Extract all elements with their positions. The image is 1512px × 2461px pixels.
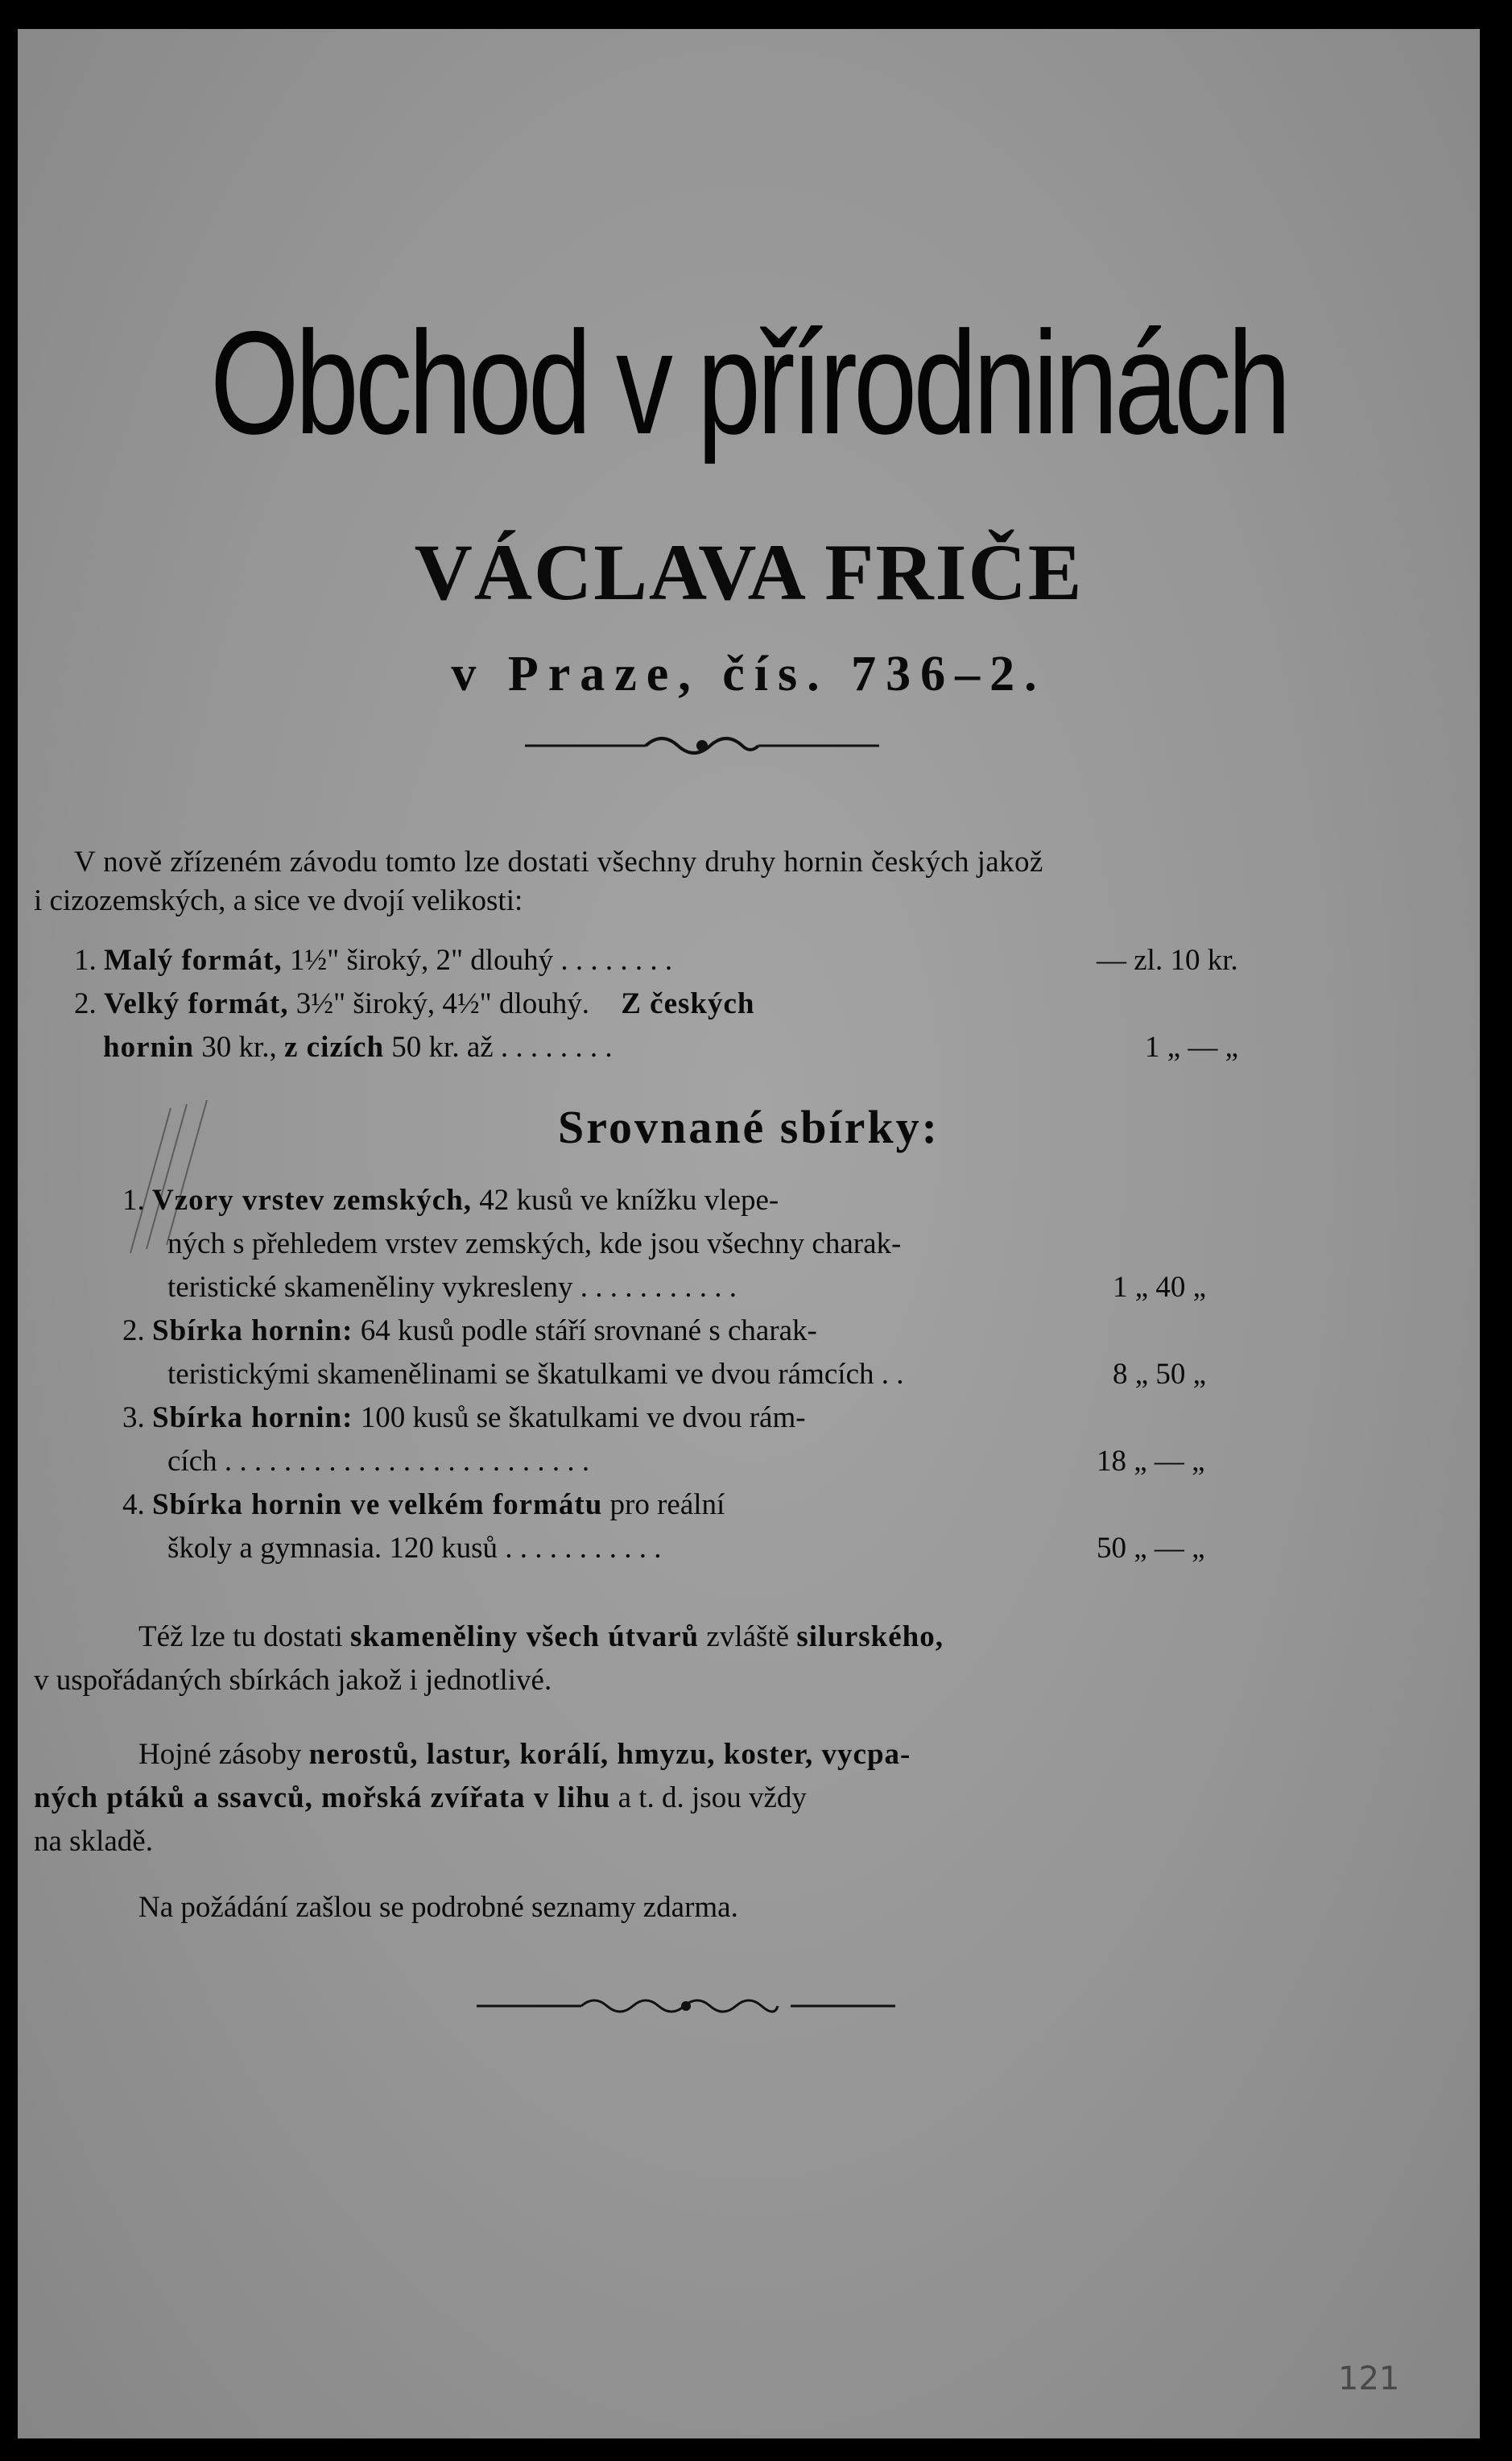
stock-tail: a t. d. jsou vždy [618, 1781, 807, 1814]
fossils-line-1 [138, 1622, 944, 1652]
fossils-bold-2: silurského, [796, 1620, 944, 1653]
fossils-mid: zvláště [706, 1620, 790, 1653]
collection-3-line-1: 100 kusů se škatulkami ve dvou rám- [360, 1401, 806, 1434]
format-1-label: Malý formát, [104, 944, 283, 977]
collection-2-price: 8 „ 50 „ [1113, 1358, 1207, 1391]
collection-4-row-1 [122, 1490, 725, 1520]
fossils-line-2: v uspořádaných sbírkách jakož i jednotlivé. [34, 1664, 552, 1697]
fossils-pre: Též lze tu dostati [138, 1620, 343, 1653]
collection-3-row-1 [122, 1403, 806, 1433]
format-2-price: 1 „ — „ [1145, 1031, 1239, 1064]
shop-title: Obchod v přírodninách [210, 300, 1287, 465]
collection-1-row-1 [122, 1185, 779, 1215]
format-2-row [74, 989, 755, 1019]
collection-3-price: 18 „ — „ [1097, 1445, 1205, 1478]
ornament-divider-top-icon [525, 730, 879, 762]
scan-edge [1480, 0, 1512, 2461]
page-number: 121 [1338, 2360, 1400, 2397]
format-2-tail: 50 kr. až . . . . . . . . [391, 1031, 613, 1064]
format-2-label: Velký formát, [104, 987, 289, 1020]
collection-3-num: 3. [122, 1401, 145, 1434]
format-2-row-2 [103, 1032, 613, 1062]
collection-1-num: 1. [122, 1184, 145, 1217]
advertisement-page [18, 29, 1480, 2438]
collection-4-price: 50 „ — „ [1097, 1532, 1205, 1565]
intro-line-2: i cizozemských, a sice ve dvojí velikosti: [34, 884, 523, 917]
collection-2-line-1: 64 kusů podle stáří srovnané s charak- [360, 1314, 817, 1347]
closing-line: Na požádání zašlou se podrobné seznamy zdarma. [138, 1891, 738, 1924]
collection-2-line-2: teristickými skamenělinami se škatulkami ve dvou rámcích . . [167, 1358, 904, 1391]
format-2-bold-foreign: z cizích [283, 1031, 385, 1064]
format-1-price: — zl. 10 kr. [1097, 944, 1238, 977]
format-1-num: 1. [74, 944, 97, 977]
intro-line-1: V nově zřízeném závodu tomto lze dostati všechny druhy hornin českých jakož [74, 846, 1043, 879]
collection-1-line-3: teristické skameněliny vykresleny . . . . . . . . . . . [167, 1271, 737, 1304]
collection-2-label: Sbírka hornin: [152, 1314, 353, 1347]
collection-4-line-2: školy a gymnasia. 120 kusů . . . . . . . . . . . [167, 1532, 662, 1565]
format-2-bold-hornin: hornin [103, 1031, 194, 1064]
collection-4-line-1: pro reální [609, 1488, 725, 1521]
fossils-bold: skameněliny všech útvarů [350, 1620, 700, 1653]
stock-bold-1: nerostů, lastur, korálí, hmyzu, koster, vycpa- [308, 1738, 911, 1771]
collection-3-label: Sbírka hornin: [152, 1401, 353, 1434]
stock-line-2 [34, 1783, 807, 1813]
collection-2-num: 2. [122, 1314, 145, 1347]
ornament-divider-bottom-icon [477, 1990, 895, 2022]
collection-1-line-1: 42 kusů ve knížku vlepe- [479, 1184, 779, 1217]
shop-address: v Praze, čís. 736–2. [451, 647, 1047, 701]
stock-pre: Hojné zásoby [138, 1738, 302, 1771]
owner-name: VÁCLAVA FRIČE [414, 527, 1084, 617]
collection-1-label: Vzory vrstev zemských, [152, 1184, 473, 1217]
collection-4-label: Sbírka hornin ve velkém formátu [152, 1488, 603, 1521]
format-1-row [74, 945, 672, 975]
format-2-num: 2. [74, 987, 97, 1020]
format-2-price-czech: 30 kr., [201, 1031, 277, 1064]
stock-bold-2: ných ptáků a ssavců, mořská zvířata v lihu [34, 1781, 611, 1814]
format-1-desc: 1½" široký, 2" dlouhý . . . . . . . . [289, 944, 673, 977]
section-title: Srovnané sbírky: [558, 1101, 940, 1153]
stock-line-1 [138, 1739, 911, 1769]
format-2-desc: 3½" široký, 4½" dlouhý. [295, 987, 589, 1020]
collection-2-row-1 [122, 1316, 817, 1346]
collection-1-price: 1 „ 40 „ [1113, 1271, 1207, 1304]
stock-line-3: na skladě. [34, 1825, 153, 1858]
format-2-bold-tail: Z českých [621, 987, 755, 1020]
collection-3-line-2: cích . . . . . . . . . . . . . . . . . . . . . . . . . [167, 1445, 590, 1478]
collection-4-num: 4. [122, 1488, 145, 1521]
collection-1-line-2: ných s přehledem vrstev zemských, kde jsou všechny charak- [167, 1227, 902, 1260]
